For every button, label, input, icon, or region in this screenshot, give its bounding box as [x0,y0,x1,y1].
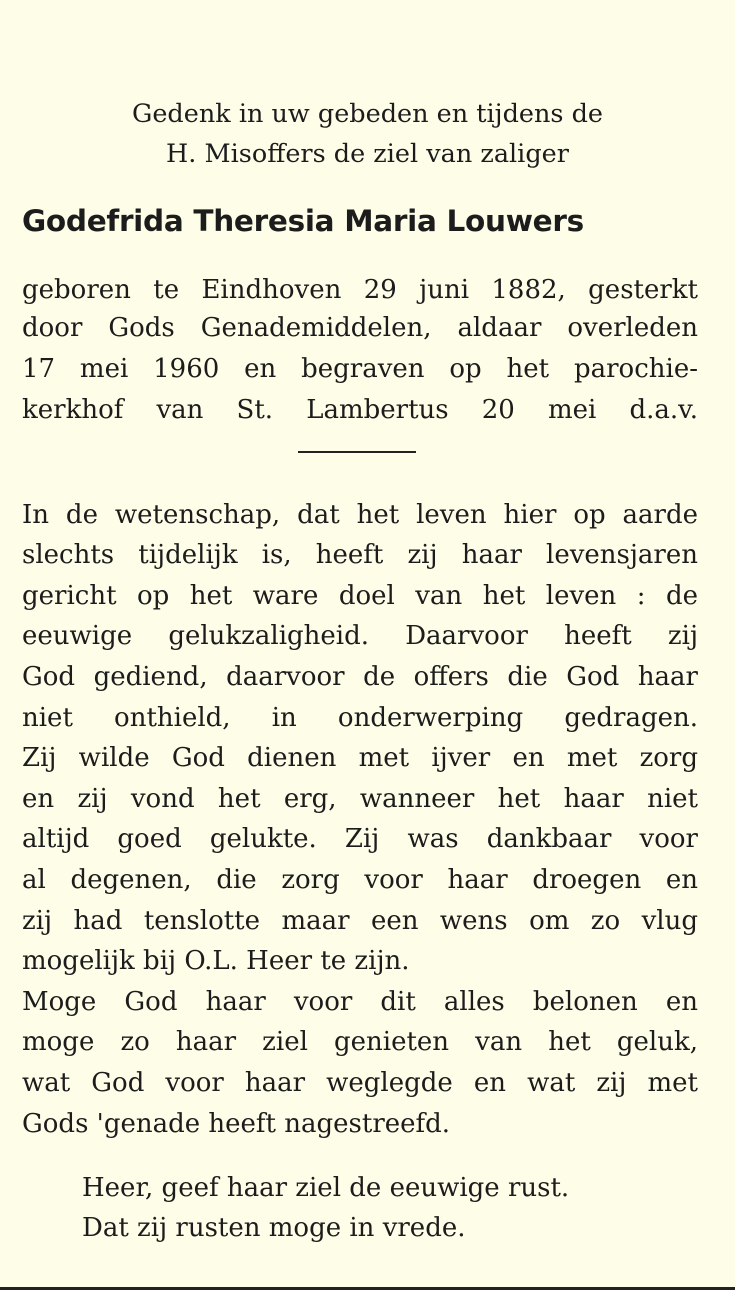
intro-line-1: Gedenk in uw gebeden en tijdens de [131,99,604,129]
body-line-5: God gediend, daarvoor de offers die God haar [22,662,698,692]
body-line-14: moge zo haar ziel genieten van het geluk, [22,1027,698,1057]
bio-line-1: geboren te Eindhoven 29 juni 1882, gesterkt [22,275,698,305]
body-line-3: gericht op het ware doel van het leven : de [22,581,698,611]
body-line-2: slechts tijdelijk is, heeft zij haar levensjaren [22,540,698,570]
body-line-9: altijd goed gelukte. Zij was dankbaar voor [22,824,698,854]
bio-line-3: 17 mei 1960 en begraven op het parochie- [22,354,698,384]
bio-line-2: door Gods Genademiddelen, aldaar overleden [22,313,698,343]
bio-line-4: kerkhof van St. Lambertus 20 mei d.a.v. [22,395,698,425]
body-line-16: Gods 'genade heeft nagestreefd. [22,1109,451,1139]
body-line-12: mogelijk bij O.L. Heer te zijn. [22,946,410,976]
body-line-10: al degenen, die zorg voor haar droegen en [22,865,698,895]
body-line-11: zij had tenslotte maar een wens om zo vlug [22,906,698,936]
closing-line-1: Heer, geef haar ziel de eeuwige rust. [82,1173,570,1203]
intro-line-2: H. Misoffers de ziel van zaliger [166,139,569,169]
body-line-6: niet onthield, in onderwerping gedragen. [22,703,698,733]
deceased-name: Godefrida Theresia Maria Louwers [22,204,584,238]
closing-line-2: Dat zij rusten moge in vrede. [82,1213,466,1243]
body-line-4: eeuwige gelukzaligheid. Daarvoor heeft zij [22,621,698,651]
body-line-1: In de wetenschap, dat het leven hier op aarde [22,500,698,530]
body-line-8: en zij vond het erg, wanneer het haar niet [22,784,698,814]
divider-rule [298,451,416,453]
body-line-15: wat God voor haar weglegde en wat zij met [22,1068,698,1098]
body-line-13: Moge God haar voor dit alles belonen en [22,987,698,1017]
body-line-7: Zij wilde God dienen met ijver en met zorg [22,743,698,773]
